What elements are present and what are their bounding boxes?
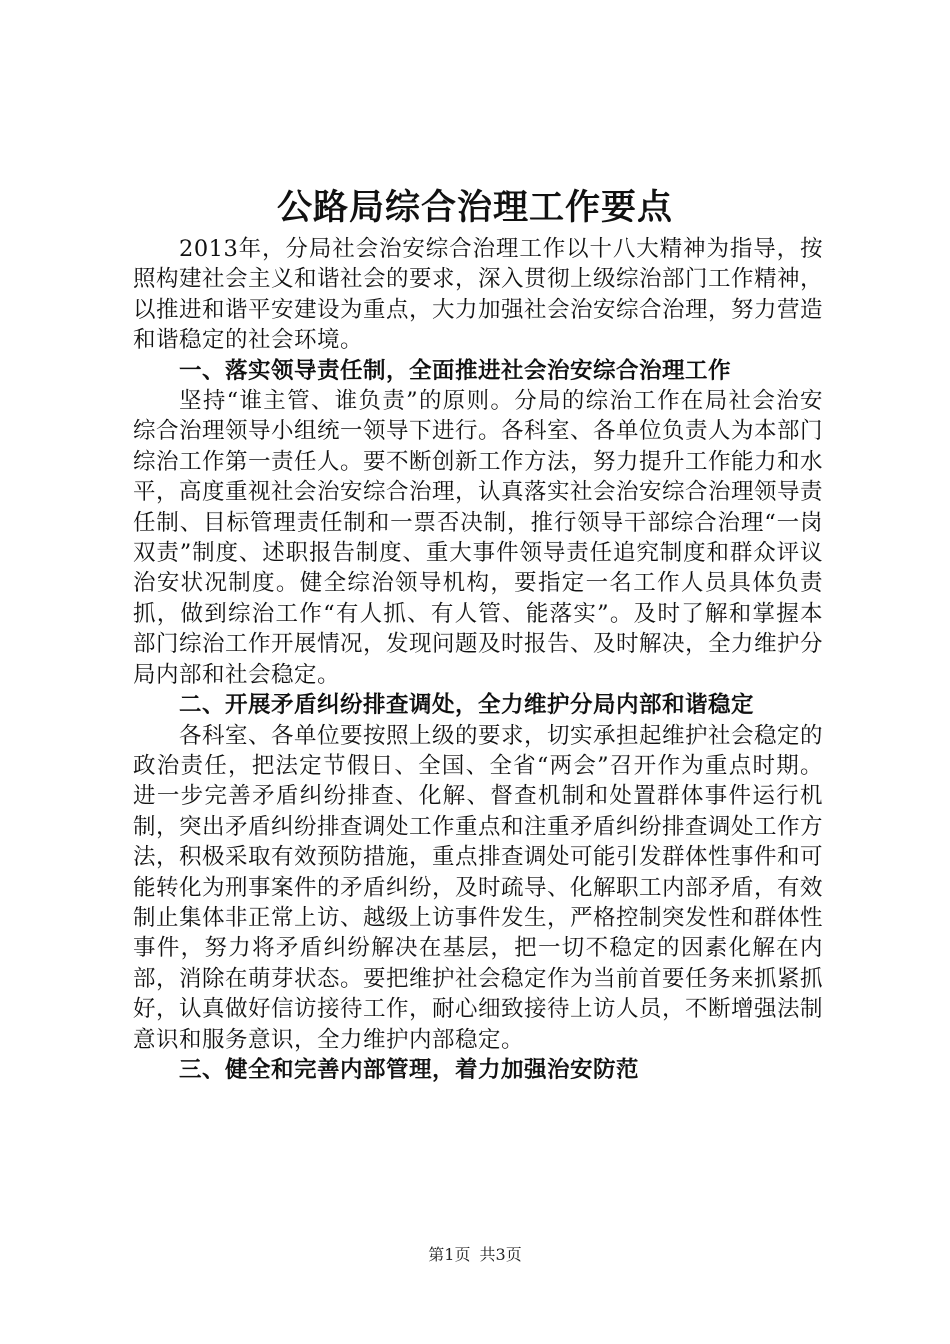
document-body (133, 234, 823, 1085)
section-heading-2: 二、开展矛盾纠纷排查调处，全力维护分局内部和谐稳定 (179, 692, 755, 719)
section-body-2: 各科室、各单位要按照上级的要求，切实承担起维护社会稳定的政治责任，把法定节假日、全国、全省“两会”召开作为重点时期。进一步完善矛盾纠纷排查、化解、督查机制和处置群体事件运行机制，突出矛盾纠纷排查调处工作重点和注重矛盾纠纷排查调处工作方法，积极采取有效预防措施，重点排查调处可能引发群体性事件和可能转化为刑事案件的矛盾纠纷，及时疏导、化解职工内部矛盾，有效制止集体非正常上访、越级上访事件发生，严格控制突发性和群体性事件，努力将矛盾纠纷解决在基层，把一切不稳定的因素化解在内部，消除在萌芽状态。要把维护社会稳定作为当前首要任务来抓紧抓好，认真做好信访接待工作，耐心细致接待上访人员，不断增强法制意识和服务意识，全力维护内部稳定。 (133, 722, 824, 1053)
page-number: 第1页 (428, 1245, 471, 1264)
intro-paragraph: 2013年，分局社会治安综合治理工作以十八大精神为指导，按照构建社会主义和谐社会的要求，深入贯彻上级综治部门工作精神，以推进和谐平安建设为重点，大力加强社会治安综合治理，努力营造和谐稳定的社会环境。 (133, 236, 824, 354)
document-title: 公路局综合治理工作要点 (276, 188, 673, 228)
section-heading-3: 三、健全和完善内部管理，着力加强治安防范 (179, 1056, 640, 1083)
page-footer (0, 1244, 950, 1266)
section-heading-1: 一、落实领导责任制，全面推进社会治安综合治理工作 (179, 357, 732, 384)
page-total: 共3页 (479, 1245, 522, 1264)
section-body-1: 坚持“谁主管、谁负责”的原则。分局的综治工作在局社会治安综合治理领导小组统一领导下进行。各科室、各单位负责人为本部门综治工作第一责任人。要不断创新工作方法，努力提升工作能力和水平，高度重视社会治安综合治理，认真落实社会治安综合治理领导责任制、目标管理责任制和一票否决制，推行领导干部综合治理“一岗双责”制度、述职报告制度、重大事件领导责任追究制度和群众评议治安状况制度。健全综治领导机构，要指定一名工作人员具体负责抓，做到综治工作“有人抓、有人管、能落实”。及时了解和掌握本部门综治工作开展情况，发现问题及时报告、及时解决，全力维护分局内部和社会稳定。 (133, 388, 824, 688)
